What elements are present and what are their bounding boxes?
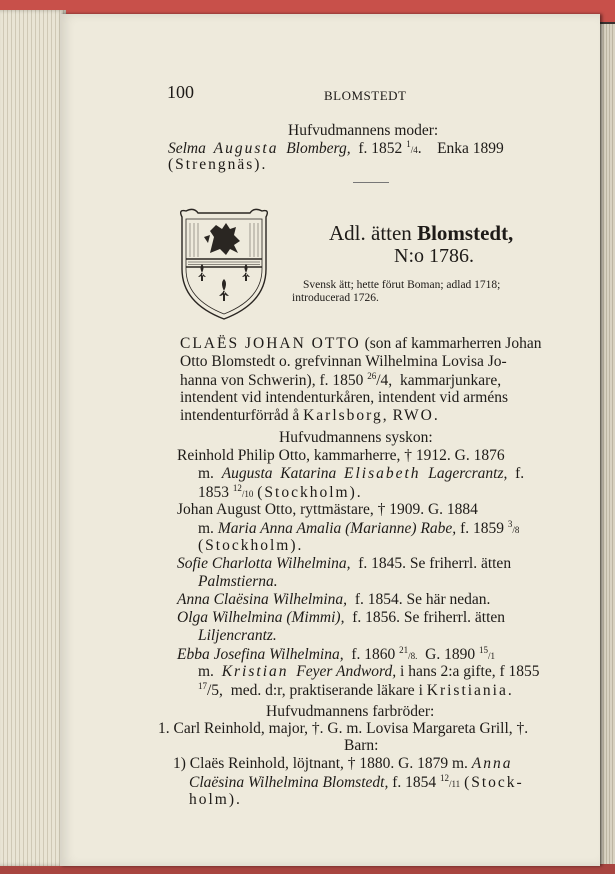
head-line-4: intendent vid intendenturkåren, intendent vid arméns [180, 389, 508, 406]
sibling-line-3: 1853 $^{12}$/10 (Stockholm). [198, 483, 363, 501]
page-stack-edge [0, 10, 66, 866]
child-1-line-3: holm). [189, 791, 242, 808]
sibling-line-2: m. Augusta Katarina Elisabeth Lagercrantz, f. [198, 465, 525, 482]
uncles-heading: Hufvudmannens farbröder: [266, 703, 435, 720]
section-divider [353, 182, 389, 183]
sibling-line-12: Ebba Josefina Wilhelmina, f. 1860 $^{21}$/8. G. 1890 $^{15}$/1 [177, 645, 496, 663]
mother-heading: Hufvudmannens moder: [288, 122, 439, 139]
siblings-heading: Hufvudmannens syskon: [279, 429, 433, 446]
running-title: BLOMSTEDT [324, 88, 407, 103]
family-title: Adl. ätten Blomstedt, [329, 221, 514, 245]
head-line-3: hanna von Schwerin), f. 1850 $^{26}$/4, kammarjunkare, [180, 371, 502, 389]
page-right-edge [598, 24, 615, 864]
sibling-line-6: (Stockholm). [198, 537, 304, 554]
child-1-line-2: Claësina Wilhelmina Blomstedt, f. 1854 $^{12}$/11 (Stock- [189, 773, 524, 791]
family-number: N:o 1786. [394, 245, 474, 267]
heraldic-shield-icon [176, 207, 272, 323]
family-note-1: Svensk ätt; hette förut Boman; adlad 1718; [303, 279, 501, 291]
book-page [60, 14, 600, 866]
sibling-line-11: Liljencrantz. [198, 627, 277, 644]
sibling-line-5: m. Maria Anna Amalia (Marianne) Rabe, f. 1859 $^3$/8 [198, 519, 520, 537]
page-number: 100 [167, 82, 194, 102]
head-line-1: CLAËS JOHAN OTTO (son af kammarherren Johan [180, 335, 542, 352]
mother-line-1: Selma Augusta Blomberg, f. 1852 $^1$/4. Enka 1899 [168, 139, 504, 157]
head-line-5: intendenturförråd å Karlsborg, RWO. [180, 407, 440, 424]
sibling-line-8: Palmstierna. [198, 573, 278, 590]
family-note-2: introducerad 1726. [292, 292, 379, 304]
sibling-line-7: Sofie Charlotta Wilhelmina, f. 1845. Se friherrl. ätten [177, 555, 512, 572]
child-1-line-1: 1) Claës Reinhold, löjtnant, † 1880. G. 1879 m. Anna [173, 755, 513, 772]
sibling-line-4: Johan August Otto, ryttmästare, † 1909. G. 1884 [177, 501, 478, 518]
sibling-line-9: Anna Claësina Wilhelmina, f. 1854. Se här nedan. [177, 591, 491, 608]
sibling-line-10: Olga Wilhelmina (Mimmi), f. 1856. Se friherrl. ätten [177, 609, 506, 626]
sibling-line-1: Reinhold Philip Otto, kammarherre, † 1912. G. 1876 [177, 447, 505, 464]
sibling-line-13: m. Kristian Feyer Andword, i hans 2:a gifte, f 1855 [198, 663, 540, 680]
mother-line-2: (Strengnäs). [168, 156, 268, 173]
head-line-2: Otto Blomstedt o. grefvinnan Wilhelmina Lovisa Jo- [180, 353, 507, 370]
uncle-item-1: 1. Carl Reinhold, major, †. G. m. Lovisa Margareta Grill, †. [158, 720, 529, 737]
sibling-line-14: $^{17}$/5, med. d:r, praktiserande läkare i Kristiania. [198, 681, 514, 699]
children-heading: Barn: [344, 737, 379, 754]
